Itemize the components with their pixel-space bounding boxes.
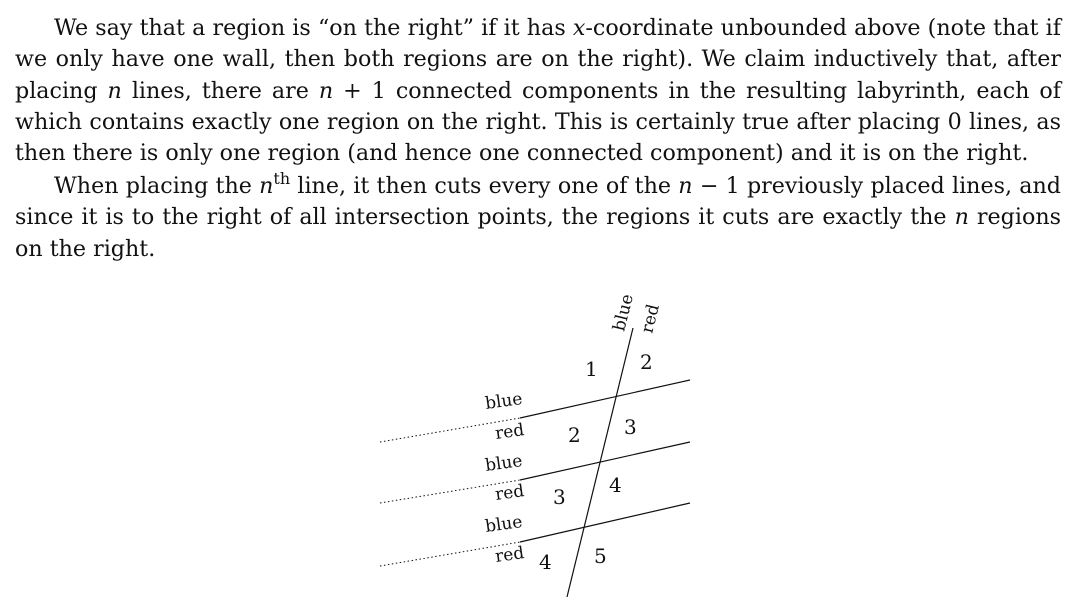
lower-wall-blue-label: blue: [483, 511, 524, 537]
middle-wall-red-label: red: [493, 481, 526, 505]
p2-math-n-2: n: [678, 173, 693, 199]
right-region-number-5: 5: [594, 544, 607, 568]
p1-math-n: n: [107, 77, 122, 104]
p1-text-1: We say that a region is “on the right” if it has: [54, 15, 573, 41]
right-region-number-4: 4: [609, 473, 622, 497]
p1-text-2: -coordinate unbounded above (note that if we only have one wall, then both regions are on the right). We claim inductively that, after placing: [15, 15, 1061, 104]
new-line-red-label: red: [637, 302, 664, 336]
left-region-number-2: 2: [568, 423, 581, 447]
p2-text-3: − 1 previously placed lines, and since it is to the right of all intersection points, the regions it cuts are exactly the: [15, 173, 1061, 231]
p1-math-n-2: n: [318, 77, 334, 104]
upper-wall-blue-label: blue: [483, 388, 524, 414]
left-region-number-1: 1: [585, 357, 598, 381]
wall-middle: [520, 442, 690, 480]
p2-text-4: regions on the right.: [15, 204, 1061, 262]
wall-lower: [520, 503, 690, 542]
p1-text-3: lines, there are: [121, 77, 319, 104]
p2-math-n-3: n: [954, 204, 969, 231]
lower-wall-red-label: red: [493, 543, 526, 567]
p2-math-n: n: [259, 173, 274, 199]
middle-wall-blue-label: blue: [483, 450, 524, 476]
wall-upper: [520, 380, 690, 418]
upper-wall-red-label: red: [493, 420, 526, 444]
right-region-number-3: 3: [624, 415, 637, 439]
p2-superscript-th: th: [273, 169, 291, 189]
p2-text-1: When placing the: [54, 173, 260, 199]
right-region-number-2: 2: [640, 350, 653, 374]
left-region-number-3: 3: [553, 485, 566, 509]
p1-text-4: + 1 connected components in the resulting labyrinth, each of which contains exactly one region on the right. This is certainly true after placing 0 lines, as then there is only one region (and hence one connected component) and it is on the right.: [15, 77, 1061, 167]
p2-text-2: line, it then cuts every one of the: [290, 173, 679, 199]
p1-math-x: x: [572, 15, 586, 41]
new-line-blue-label: blue: [609, 292, 638, 334]
left-region-number-4: 4: [539, 550, 552, 574]
